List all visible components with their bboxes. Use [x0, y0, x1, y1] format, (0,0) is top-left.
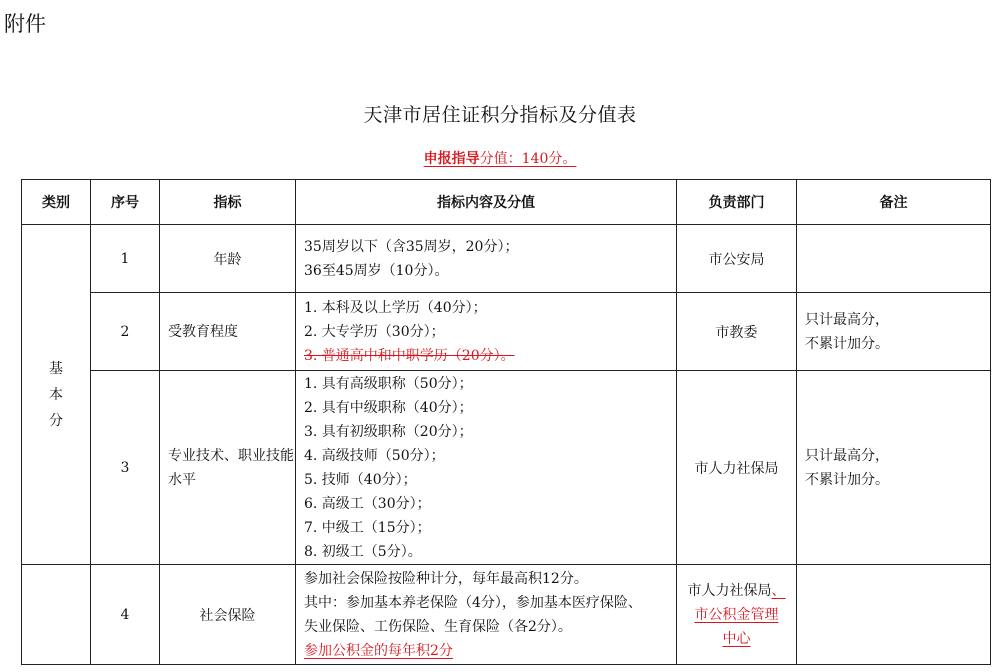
- content-line: 6. 高级工（30分）；: [304, 495, 431, 512]
- department-cell: [677, 565, 797, 665]
- content-line: 35周岁以下（含35周岁，20分）；: [304, 238, 519, 255]
- department-part: 市人力社保局: [687, 582, 772, 599]
- content-line: 3. 具有初级职称（20分）；: [304, 423, 473, 440]
- content-line: 8. 初级工（5分）。: [304, 543, 422, 560]
- remark-line: 不累计加分。: [805, 335, 889, 352]
- department-cell: 市公安局: [677, 225, 797, 293]
- attachment-label: 附件: [4, 12, 46, 36]
- remark-cell: [797, 565, 991, 665]
- row-number: 1: [91, 225, 160, 293]
- content-line: 参加社会保险按险种计分，每年最高积12分。: [304, 570, 588, 587]
- remark-cell: [797, 371, 991, 565]
- department-cell: 市教委: [677, 293, 797, 371]
- table-row: [22, 225, 991, 293]
- header-content: 指标内容及分值: [296, 180, 677, 225]
- department-part-added: 市公积金管理: [694, 606, 779, 623]
- header-number: 序号: [91, 180, 160, 225]
- content-line: 7. 中级工（15分）；: [304, 519, 431, 536]
- remark-cell: [797, 293, 991, 371]
- content-cell: [296, 565, 677, 665]
- remark-line: 只计最高分，: [805, 311, 889, 328]
- content-line: 1. 具有高级职称（50分）；: [304, 375, 473, 392]
- remark-cell: [797, 225, 991, 293]
- content-cell: [296, 225, 677, 293]
- department-part-added: 中心: [722, 630, 751, 647]
- content-line: 1. 本科及以上学历（40分）；: [304, 299, 487, 316]
- score-table: [21, 179, 991, 665]
- guide-note: [0, 148, 1000, 168]
- header-department: 负责部门: [677, 180, 797, 225]
- content-line: 失业保险、工伤保险、生育保险（各2分）。: [304, 618, 572, 635]
- row-number: 3: [91, 371, 160, 565]
- remark-line: 不累计加分。: [805, 471, 889, 488]
- category-label: 基本分: [49, 360, 63, 429]
- indicator-cell: 受教育程度: [160, 293, 296, 371]
- content-line: 5. 技师（40分）；: [304, 471, 417, 488]
- indicator-cell: 社会保险: [160, 565, 296, 665]
- department-cell: 市人力社保局: [677, 371, 797, 565]
- content-line-struck: 3. 普通高中和中职学历（20分）。: [304, 347, 515, 364]
- content-line: 其中：参加基本养老保险（4分），参加基本医疗保险、: [304, 594, 642, 611]
- row-number: 4: [91, 565, 160, 665]
- content-line: 4. 高级技师（50分）；: [304, 447, 445, 464]
- category-cell: [22, 225, 91, 565]
- page-title: 天津市居住证积分指标及分值表: [363, 104, 637, 126]
- indicator-cell: 专业技术、职业技能水平: [160, 371, 296, 565]
- table-row: [22, 293, 991, 371]
- content-cell: [296, 371, 677, 565]
- category-cell-empty: [22, 565, 91, 665]
- content-line: 2. 具有中级职称（40分）；: [304, 399, 473, 416]
- content-line: 36至45周岁（10分）。: [304, 262, 449, 279]
- guide-label: 申报指导: [423, 151, 480, 167]
- guide-value: 分值：140分。: [479, 151, 577, 167]
- header-category: 类别: [22, 180, 91, 225]
- table-row: [22, 371, 991, 565]
- header-indicator: 指标: [160, 180, 296, 225]
- content-line: 2. 大专学历（30分）；: [304, 323, 445, 340]
- remark-line: 只计最高分，: [805, 447, 889, 464]
- content-cell: [296, 293, 677, 371]
- row-number: 2: [91, 293, 160, 371]
- table-header-row: [22, 180, 991, 225]
- department-part-added: 、: [771, 582, 786, 599]
- indicator-cell: 年龄: [160, 225, 296, 293]
- content-line-added: 参加公积金的每年积2分: [304, 642, 453, 659]
- table-row: [22, 565, 991, 665]
- header-remark: 备注: [797, 180, 991, 225]
